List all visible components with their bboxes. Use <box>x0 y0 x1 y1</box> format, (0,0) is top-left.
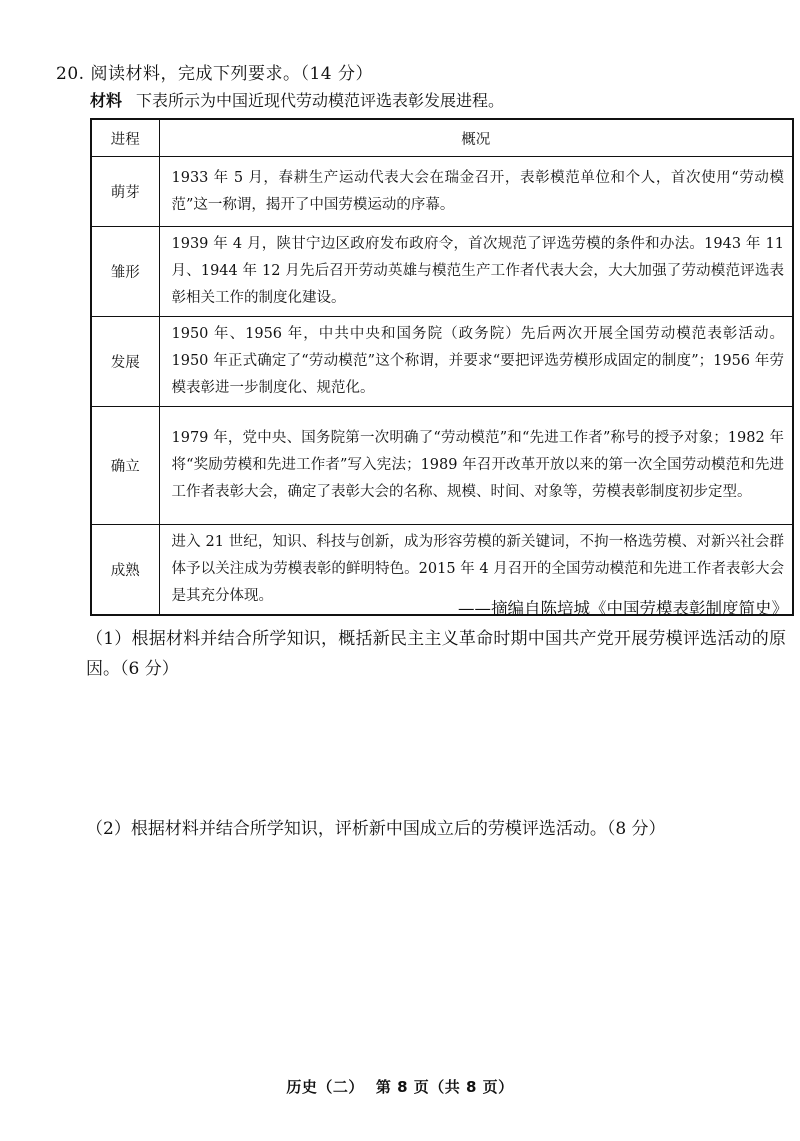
table-row <box>91 227 793 317</box>
overview-cell: 1939 年 4 月，陕甘宁边区政府发布政府令，首次规范了评选劳模的条件和办法。1943 年 11 月、1944 年 12 月先后召开劳动英雄与模范生产工作者代表大会，大大加强了劳动模范评选表彰相关工作的制度化建设。 <box>159 227 793 317</box>
table-row <box>91 157 793 227</box>
overview-cell: 1933 年 5 月，春耕生产运动代表大会在瑞金召开，表彰模范单位和个人，首次使用“劳动模范”这一称谓，揭开了中国劳模运动的序幕。 <box>159 157 793 227</box>
progress-table <box>90 118 794 616</box>
stage-cell: 确立 <box>91 407 159 525</box>
overview-cell: 1979 年，党中央、国务院第一次明确了“劳动模范”和“先进工作者”称号的授予对象；1982 年将“奖励劳模和先进工作者”写入宪法；1989 年召开改革开放以来的第一次全国劳动模范和先进工作者表彰大会，确定了表彰大会的名称、规模、时间、对象等，劳模表彰制度初步定型。 <box>159 407 793 525</box>
column-header-overview: 概况 <box>159 119 793 157</box>
overview-cell: 1950 年、1956 年，中共中央和国务院（政务院）先后两次开展全国劳动模范表彰活动。1950 年正式确定了“劳动模范”这个称谓，并要求“要把评选劳模形成固定的制度”；1956 年劳模表彰进一步制度化、规范化。 <box>159 317 793 407</box>
overview-cell: 进入 21 世纪，知识、科技与创新，成为形容劳模的新关键词，不拘一格选劳模、对新兴社会群体予以关注成为劳模表彰的鲜明特色。2015 年 4 月召开的全国劳动模范和先进工作者表彰大会是其充分体现。 <box>159 525 793 616</box>
footer-page-number: 第 8 页（共 8 页） <box>375 1078 514 1096</box>
sub-question-1: （1）根据材料并结合所学知识，概括新民主主义革命时期中国共产党开展劳模评选活动的原因。（6 分） <box>86 629 786 679</box>
table-row <box>91 407 793 525</box>
sub-question-2: （2）根据材料并结合所学知识，评析新中国成立后的劳模评选活动。（8 分） <box>86 819 666 839</box>
column-header-stage: 进程 <box>91 119 159 157</box>
table-row <box>91 317 793 407</box>
material-label: 材料 <box>90 91 123 110</box>
material-intro-text: 下表所示为中国近现代劳动模范评选表彰发展进程。 <box>136 91 505 110</box>
stage-cell: 雏形 <box>91 227 159 317</box>
source-citation: ——摘编自陈培城《中国劳模表彰制度简史》 <box>458 599 788 618</box>
stage-cell: 发展 <box>91 317 159 407</box>
table-header-row <box>91 119 793 157</box>
question-header: 20. 阅读材料，完成下列要求。（14 分） <box>56 64 373 84</box>
page-footer <box>0 1076 800 1097</box>
footer-subject: 历史（二） <box>286 1078 364 1096</box>
stage-cell: 成熟 <box>91 525 159 616</box>
stage-cell: 萌芽 <box>91 157 159 227</box>
material-intro <box>90 90 504 112</box>
